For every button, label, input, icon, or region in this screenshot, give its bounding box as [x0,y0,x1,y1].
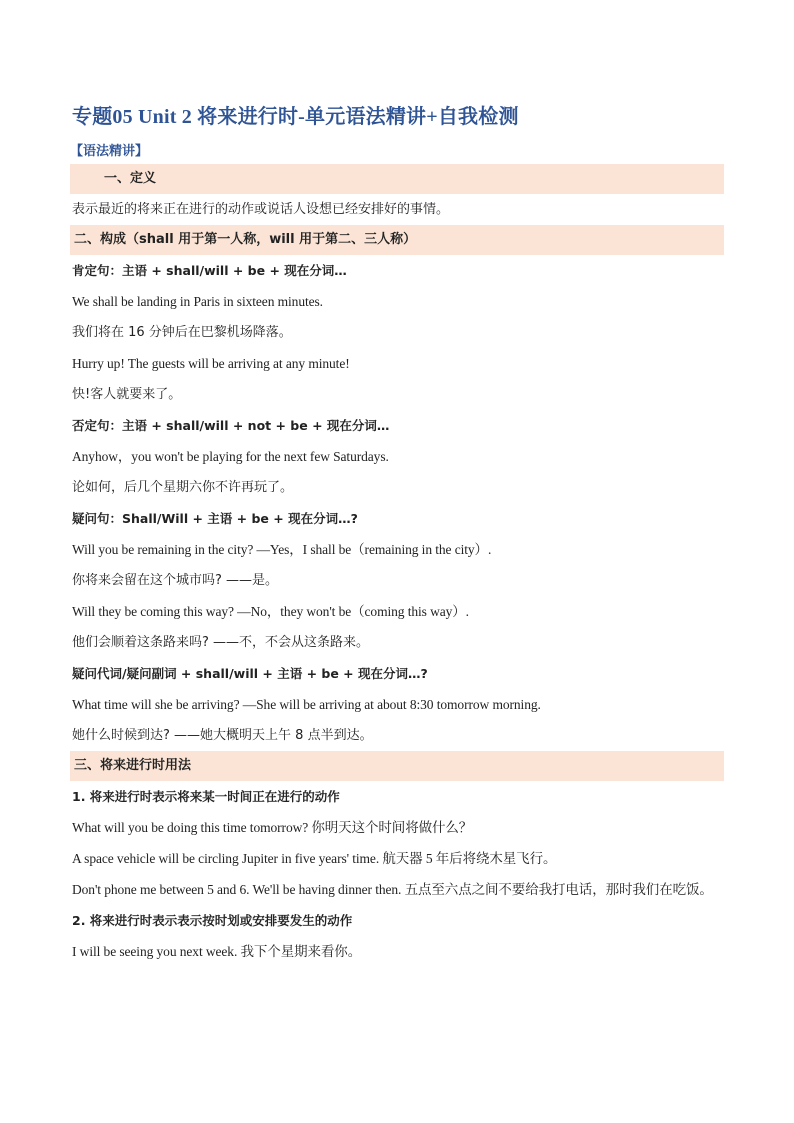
example-zh: 你将来会留在这个城市吗? ——是。 [72,573,279,588]
negative-label: 否定句：主语 + shall/will + not + be + 现在分词… [72,418,390,433]
wh-question-label: 疑问代词/疑问副词 + shall/will + 主语 + be + 现在分词…? [72,666,428,681]
example-mixed: A space vehicle will be circling Jupiter in five years' time. 航天器 5 年后将绕木星飞行。 [72,851,557,866]
example-mixed: I will be seeing you next week. 我下个星期来看你。 [72,944,362,959]
usage-2-label: 2. 将来进行时表示表示按时划或安排要发生的动作 [72,913,353,928]
document-body [70,140,724,967]
example-en: Will they be coming this way? —No，they won't be（coming this way）. [72,604,469,619]
example-en: What time will she be arriving? —She will be arriving at about 8:30 tomorrow morning. [72,697,541,712]
example-en: Hurry up! The guests will be arriving at any minute! [72,356,350,371]
example-en: Will you be remaining in the city? —Yes，I shall be（remaining in the city）. [72,542,492,557]
example-zh: 他们会顺着这条路来吗? ——不，不会从这条路来。 [72,635,370,650]
usage-1-label: 1. 将来进行时表示将来某一时间正在进行的动作 [72,789,340,804]
example-zh: 论如何，后几个星期六你不许再玩了。 [72,480,294,495]
example-en: We shall be landing in Paris in sixteen minutes. [72,294,323,309]
definition-text: 表示最近的将来正在进行的动作或说话人设想已经安排好的事情。 [72,202,450,217]
affirmative-label: 肯定句：主语 + shall/will + be + 现在分词… [72,263,347,278]
section-tag: 【语法精讲】 [70,144,149,159]
section-header-definition: 一、定义 [70,164,724,194]
example-mixed: Don't phone me between 5 and 6. We'll be having dinner then. 五点至六点之间不要给我打电话，那时我们在吃饭。 [72,882,713,897]
section-header-structure: 二、构成（shall 用于第一人称，will 用于第二、三人称） [70,225,724,255]
example-mixed: What will you be doing this time tomorrow? 你明天这个时间将做什么？ [72,820,473,835]
example-zh: 她什么时候到达? ——她大概明天上午 8 点半到达。 [72,728,373,743]
document-title: 专题05 Unit 2 将来进行时-单元语法精讲+自我检测 [72,106,519,128]
example-zh: 快!客人就要来了。 [72,387,182,402]
example-zh: 我们将在 16 分钟后在巴黎机场降落。 [72,325,292,340]
example-en: Anyhow，you won't be playing for the next few Saturdays. [72,449,389,464]
section-header-usage: 三、将来进行时用法 [70,751,724,781]
question-label: 疑问句：Shall/Will + 主语 + be + 现在分词…? [72,511,358,526]
